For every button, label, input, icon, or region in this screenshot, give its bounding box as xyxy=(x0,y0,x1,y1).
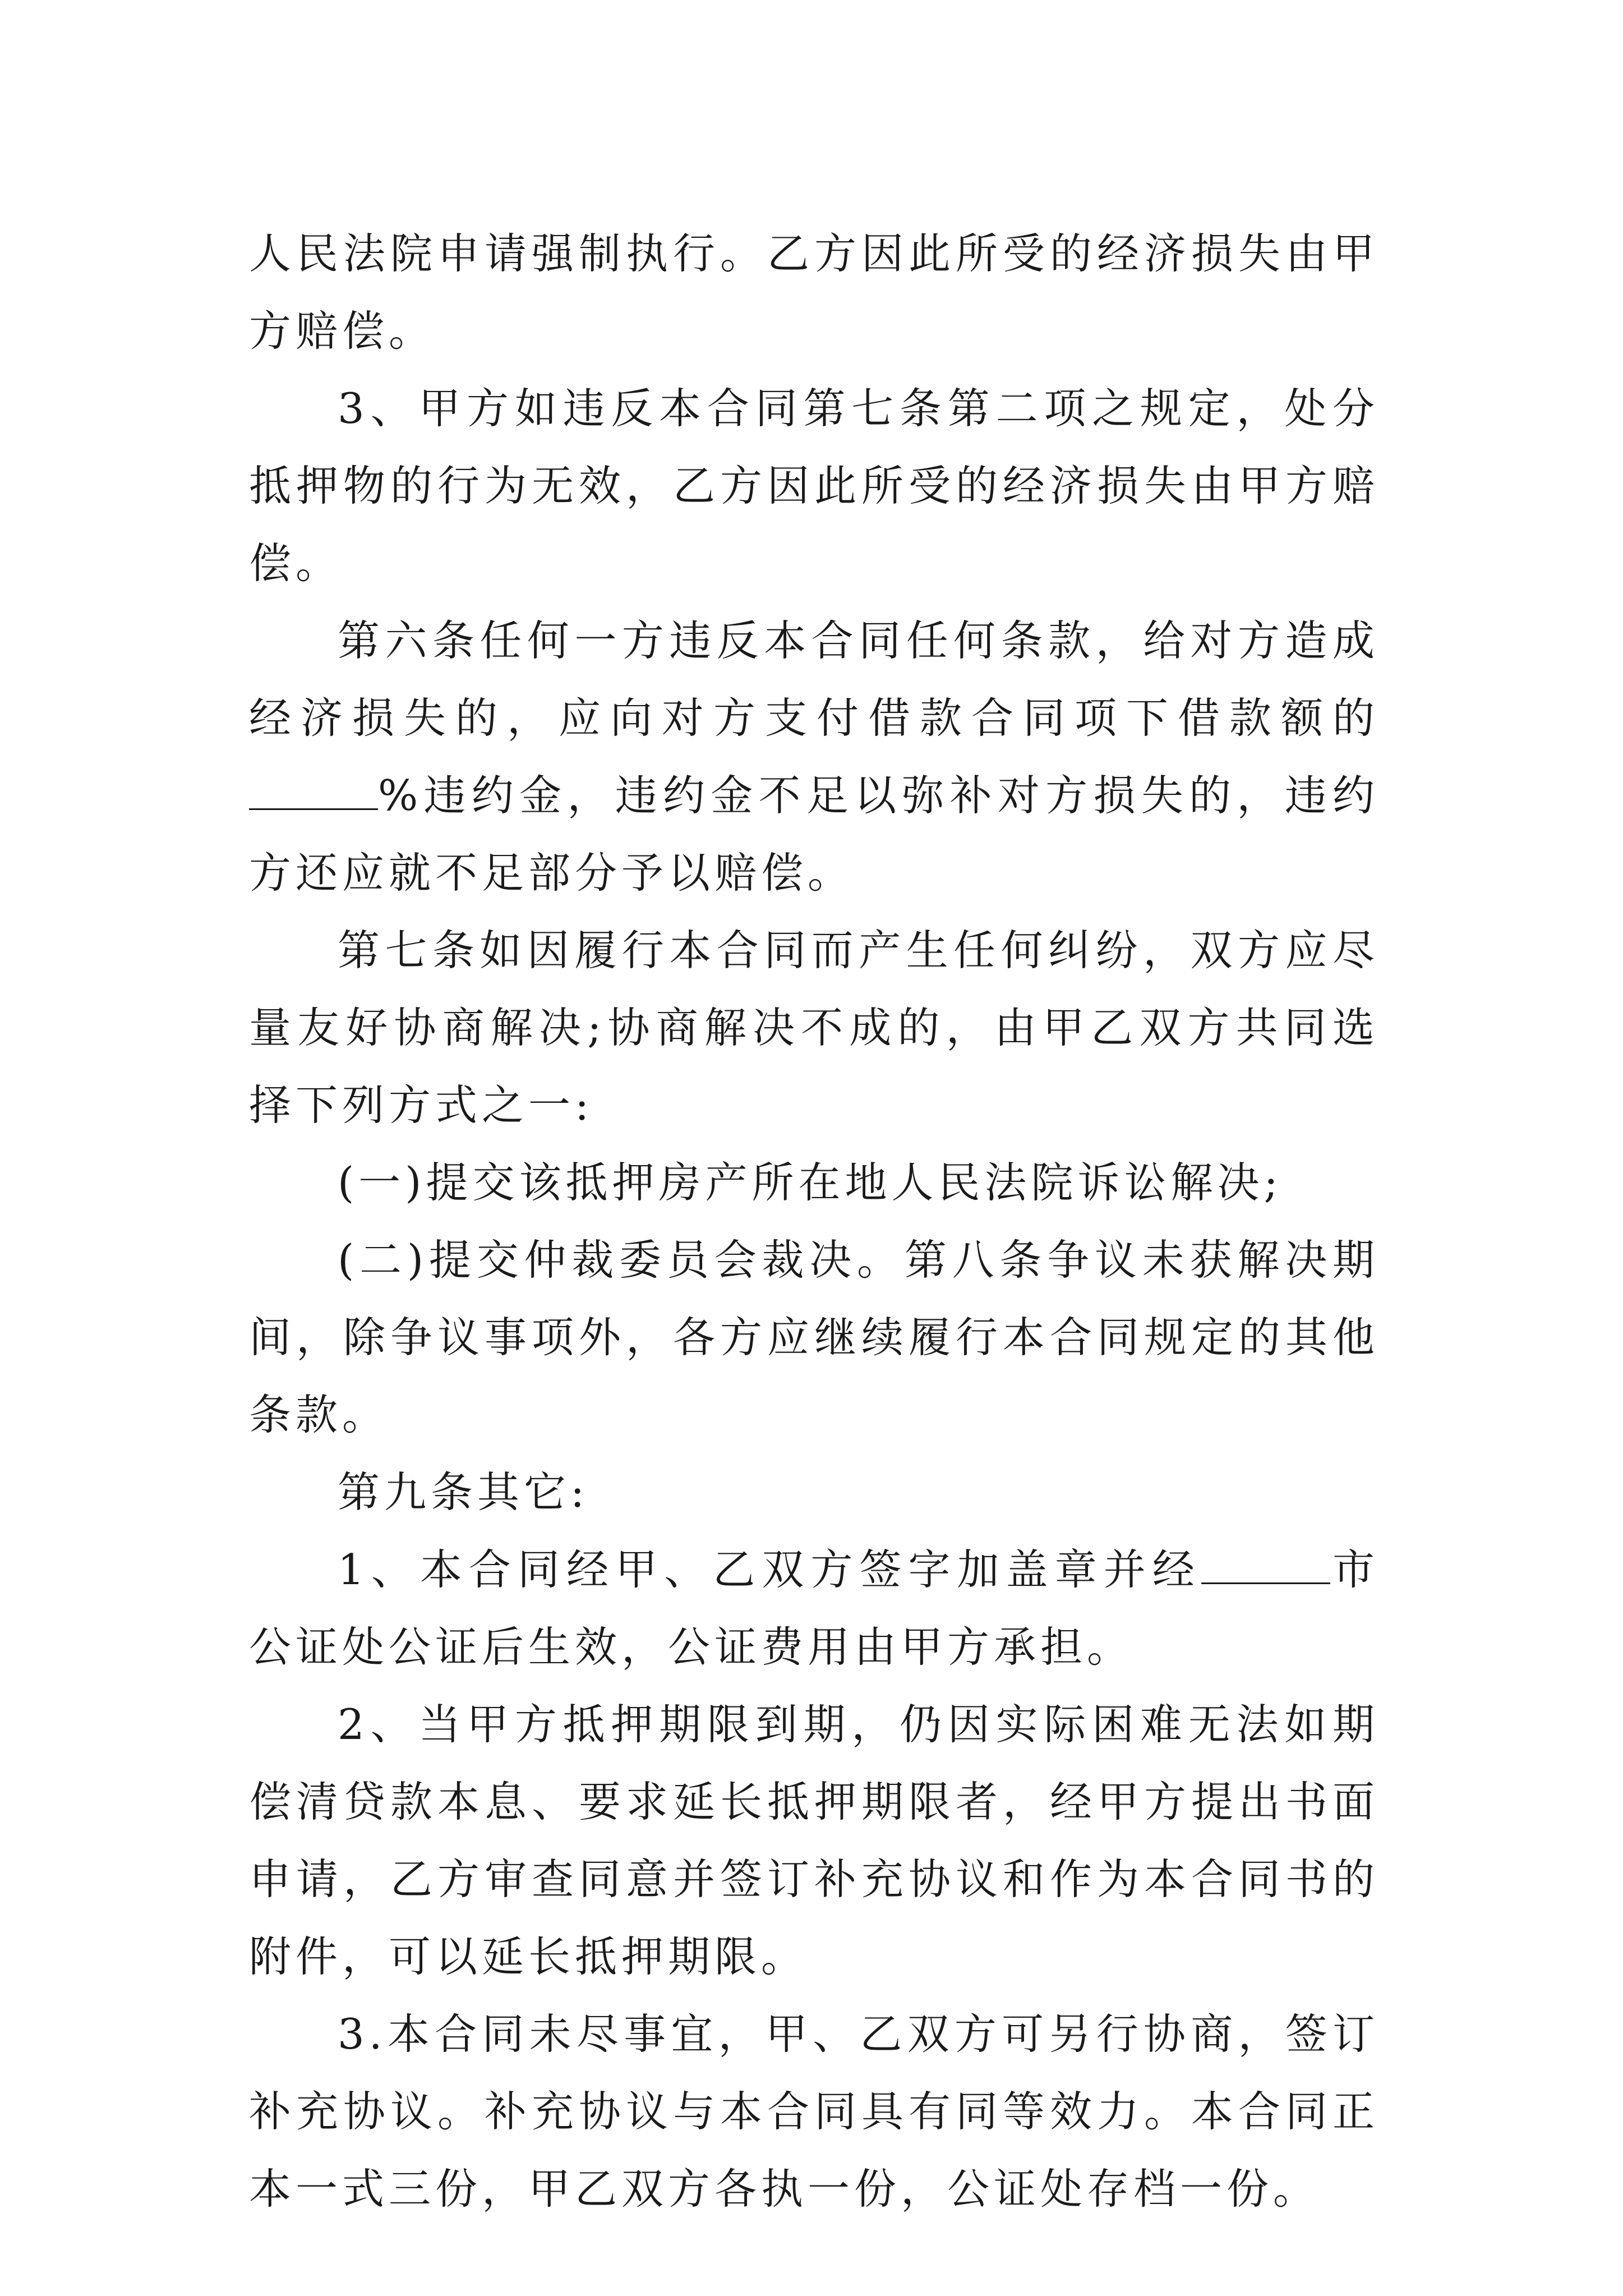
paragraph-clause-3: 3、甲方如违反本合同第七条第二项之规定，处分抵押物的行为无效，乙方因此所受的经济损失由甲方赔偿。 xyxy=(249,384,1379,588)
article-6-text-before: 第六条任何一方违反本合同任何条款，给对方造成经济损失的，应向对方支付借款合同项下借款额的 xyxy=(249,616,1379,743)
paragraph-option-1: (一)提交该抵押房产所在地人民法院诉讼解决; xyxy=(338,1158,1283,1207)
paragraph-article-9-item-2: 2、当甲方抵押期限到期，仍因实际困难无法如期偿清贷款本息、要求延长抵押期限者，经甲方提出书面申请，乙方审查同意并签订补充协议和作为本合同书的附件，可以延长抵押期限。 xyxy=(249,1700,1379,1981)
paragraph-article-9-item-1 xyxy=(249,1531,1379,1686)
paragraph-article-9-item-3: 3.本合同未尽事宜，甲、乙双方可另行协商，签订补充协议。补充协议与本合同具有同等效力。本合同正本一式三份，甲乙双方各执一份，公证处存档一份。 xyxy=(249,2009,1379,2214)
city-name-blank xyxy=(1201,1549,1330,1584)
article-6-text-after: %违约金，违约金不足以弥补对方损失的，违约方还应就不足部分予以赔偿。 xyxy=(249,771,1379,898)
paragraph-continuation: 人民法院申请强制执行。乙方因此所受的经济损失由甲方赔偿。 xyxy=(249,229,1379,356)
paragraph-article-6 xyxy=(249,602,1379,912)
paragraph-option-2: (二)提交仲裁委员会裁决。第八条争议未获解决期间，除争议事项外，各方应继续履行本合同规定的其他条款。 xyxy=(249,1235,1379,1439)
document-body xyxy=(249,215,1379,2228)
item-1-text-after: 市公证处公证后生效，公证费用由甲方承担。 xyxy=(249,1545,1379,1672)
penalty-percent-blank xyxy=(249,775,378,810)
item-1-text-before: 1、本合同经甲、乙双方签字加盖章并经 xyxy=(338,1545,1201,1594)
paragraph-article-9: 第九条其它: xyxy=(338,1467,589,1517)
paragraph-article-7: 第七条如因履行本合同而产生任何纠纷，双方应尽量友好协商解决;协商解决不成的，由甲乙双方共同选择下列方式之一: xyxy=(249,926,1379,1130)
